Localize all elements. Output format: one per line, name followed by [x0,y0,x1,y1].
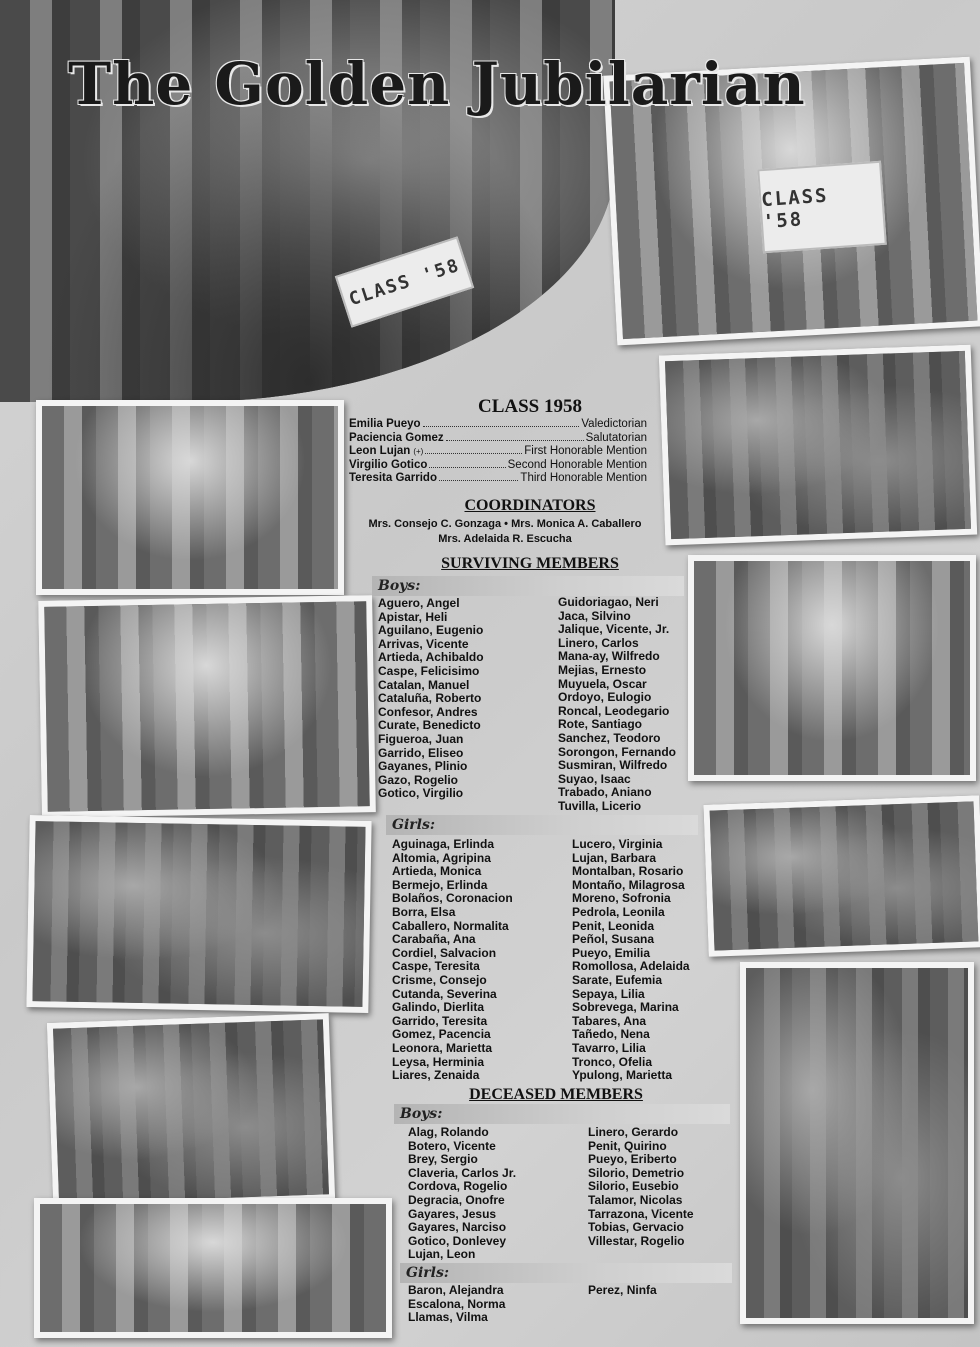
member-name: Crisme, Consejo [392,972,487,987]
member-name: Pueyo, Emilia [572,945,651,960]
coordinators-line1: Mrs. Consejo C. Gonzaga • Mrs. Monica A. Caballero [368,518,642,530]
member-name: Jalique, Vicente, Jr. [558,622,670,637]
deceased-girls-label: Girls: [400,1263,732,1283]
member-name: Mejias, Ernesto [558,662,647,677]
member-name: Guidoriagao, Neri [558,595,659,609]
member-name: Garrido, Teresita [392,1013,488,1028]
member-name: Sobrevega, Marina [572,1000,679,1015]
member-name: Lujan, Leon [408,1247,476,1262]
member-name: Baron, Alejandra [408,1283,504,1297]
honor-role: Valedictorian [581,418,647,430]
member-name: Gotico, Virgilio [378,786,464,801]
member-name: Rote, Santiago [558,717,643,732]
page-title: The Golden Jubilarian [68,50,806,118]
member-name: Romollosa, Adelaida [572,959,690,974]
photo-right-3 [703,795,980,957]
honor-name: Leon Lujan [349,445,411,457]
member-name: Tronco, Ofelia [572,1054,653,1069]
member-name: Lujan, Barbara [572,850,657,865]
honor-row [349,418,647,432]
member-name: Apistar, Heli [378,609,448,624]
member-name: Moreno, Sofronia [572,891,671,906]
member-name: Pedrola, Leonila [572,904,665,919]
member-name: Brey, Sergio [408,1152,478,1167]
photo-left-4 [47,1013,335,1210]
member-name: Bermejo, Erlinda [392,877,488,892]
member-name: Montalban, Rosario [572,864,684,879]
member-name: Bolaños, Coronacion [392,891,513,906]
deceased-boys-col2 [588,1126,694,1248]
member-name: Carabaña, Ana [392,932,476,947]
photo-left-2 [38,595,376,818]
member-name: Peñol, Susana [572,932,655,947]
member-name: Cataluña, Roberto [378,691,482,706]
honor-row [349,445,647,459]
honors-list [349,418,647,486]
deceased-girls-col2 [588,1284,657,1298]
photo-right-4 [740,962,974,1324]
member-name: Talamor, Nicolas [588,1192,683,1207]
member-name: Pueyo, Eriberto [588,1152,677,1167]
member-name: Jaca, Silvino [558,608,631,623]
honor-role: Third Honorable Mention [520,472,647,484]
member-name: Villestar, Rogelio [588,1233,685,1248]
surviving-boys-col2 [558,596,676,814]
honor-name: Teresita Garrido [349,472,437,484]
member-name: Linero, Carlos [558,635,639,650]
member-name: Figueroa, Juan [378,731,464,746]
member-name: Cordova, Rogelio [408,1179,508,1194]
member-name: Lucero, Virginia [572,837,663,851]
member-name: Penit, Quirino [588,1138,667,1153]
member-name: Galindo, Dierlita [392,1000,485,1015]
coordinators-line2: Mrs. Adelaida R. Escucha [438,533,572,545]
honor-row [349,472,647,486]
member-name: Linero, Gerardo [588,1125,679,1139]
honor-role: Second Honorable Mention [507,458,647,471]
honor-row [349,432,647,446]
member-name: Gayanes, Plinio [378,759,468,774]
deceased-heading: DECEASED MEMBERS [469,1086,643,1103]
member-name: Gotico, Donlevey [408,1233,507,1248]
member-name: Tuvilla, Licerio [558,798,642,813]
honor-row [349,459,647,473]
member-name: Tabares, Ana [572,1013,647,1028]
member-name: Montaño, Milagrosa [572,877,685,892]
member-name: Tobias, Gervacio [588,1220,684,1235]
member-name: Leonora, Marietta [392,1040,493,1055]
member-name: Ordoyo, Eulogio [558,690,652,705]
member-name: Curate, Benedicto [378,718,481,733]
member-name: Arrivas, Vicente [378,636,469,651]
deceased-boys-label: Boys: [394,1104,730,1124]
member-name: Sanchez, Teodoro [558,730,661,745]
honor-name: Emilia Pueyo [349,418,421,430]
member-name: Caballero, Normalita [392,918,509,933]
honor-role: Salutatorian [585,431,647,444]
member-name: Leysa, Herminia [392,1054,485,1069]
member-name: Borra, Elsa [392,904,456,919]
member-name: Aguilano, Eugenio [378,623,484,638]
member-name: Confesor, Andres [378,704,478,719]
member-name: Aguero, Angel [378,596,460,610]
member-name: Claveria, Carlos Jr. [408,1165,517,1180]
member-name: Garrido, Eliseo [378,745,464,760]
honor-name: Virgilio Gotico [349,458,428,471]
member-name: Perez, Ninfa [588,1283,657,1297]
member-name: Sarate, Eufemia [572,972,663,987]
member-name: Cordiel, Salvacion [392,945,497,960]
honor-name: Paciencia Gomez [349,431,444,444]
member-name: Penit, Leonida [572,918,655,933]
surviving-heading: SURVIVING MEMBERS [441,555,619,572]
deceased-mark: (+) [413,447,424,456]
member-name: Sorongon, Fernando [558,744,676,759]
photo-left-5 [34,1198,392,1338]
member-name: Suyao, Isaac [558,771,631,786]
honor-role: First Honorable Mention [524,445,647,457]
member-name: Botero, Vicente [408,1138,496,1153]
member-name: Aguinaga, Erlinda [392,837,495,851]
member-name: Tañedo, Nena [572,1027,650,1042]
member-name: Muyuela, Oscar [558,676,647,691]
member-name: Sepaya, Lilia [572,986,645,1001]
member-name: Liares, Zenaida [392,1068,480,1083]
member-name: Ypulong, Marietta [572,1068,673,1083]
surviving-boys-label: Boys: [372,576,684,596]
surviving-girls-col2 [572,838,690,1083]
member-name: Artieda, Monica [392,864,482,879]
photo-right-1 [659,345,977,546]
member-name: Alag, Rolando [408,1125,489,1139]
member-name: Gomez, Pacencia [392,1027,491,1042]
member-name: Tarrazona, Vicente [588,1206,694,1221]
member-name: Artieda, Achibaldo [378,650,484,665]
member-name: Tavarro, Lilia [572,1040,646,1055]
member-name: Silorio, Demetrio [588,1165,685,1180]
photo-left-1 [36,400,344,595]
photo-right-2 [688,555,976,781]
class-heading: CLASS 1958 [478,396,582,417]
deceased-girls-col1 [408,1284,505,1325]
member-name: Degracia, Onofre [408,1192,505,1207]
class-banner-left: CLASS '58 [335,236,474,327]
member-name: Caspe, Felicisimo [378,663,480,678]
member-name: Silorio, Eusebio [588,1179,679,1194]
member-name: Susmiran, Wilfredo [558,758,668,773]
surviving-boys-col1 [378,597,484,801]
member-name: Caspe, Teresita [392,959,480,974]
coordinators-heading: COORDINATORS [464,497,596,514]
member-name: Llamas, Vilma [408,1310,488,1325]
member-name: Roncal, Leodegario [558,703,670,718]
member-name: Mana-ay, Wilfredo [558,649,660,664]
surviving-girls-col1 [392,838,513,1083]
photo-left-3 [26,815,371,1013]
surviving-girls-label: Girls: [386,815,698,835]
member-name: Escalona, Norma [408,1296,506,1311]
member-name: Gayares, Jesus [408,1206,497,1221]
deceased-boys-col1 [408,1126,516,1262]
member-name: Catalan, Manuel [378,677,470,692]
class-banner-right: CLASS '58 [757,161,887,253]
member-name: Cutanda, Severina [392,986,497,1001]
member-name: Trabado, Aniano [558,785,652,800]
member-name: Altomia, Agripina [392,850,491,865]
member-name: Gayares, Narciso [408,1220,507,1235]
member-name: Gazo, Rogelio [378,772,459,787]
